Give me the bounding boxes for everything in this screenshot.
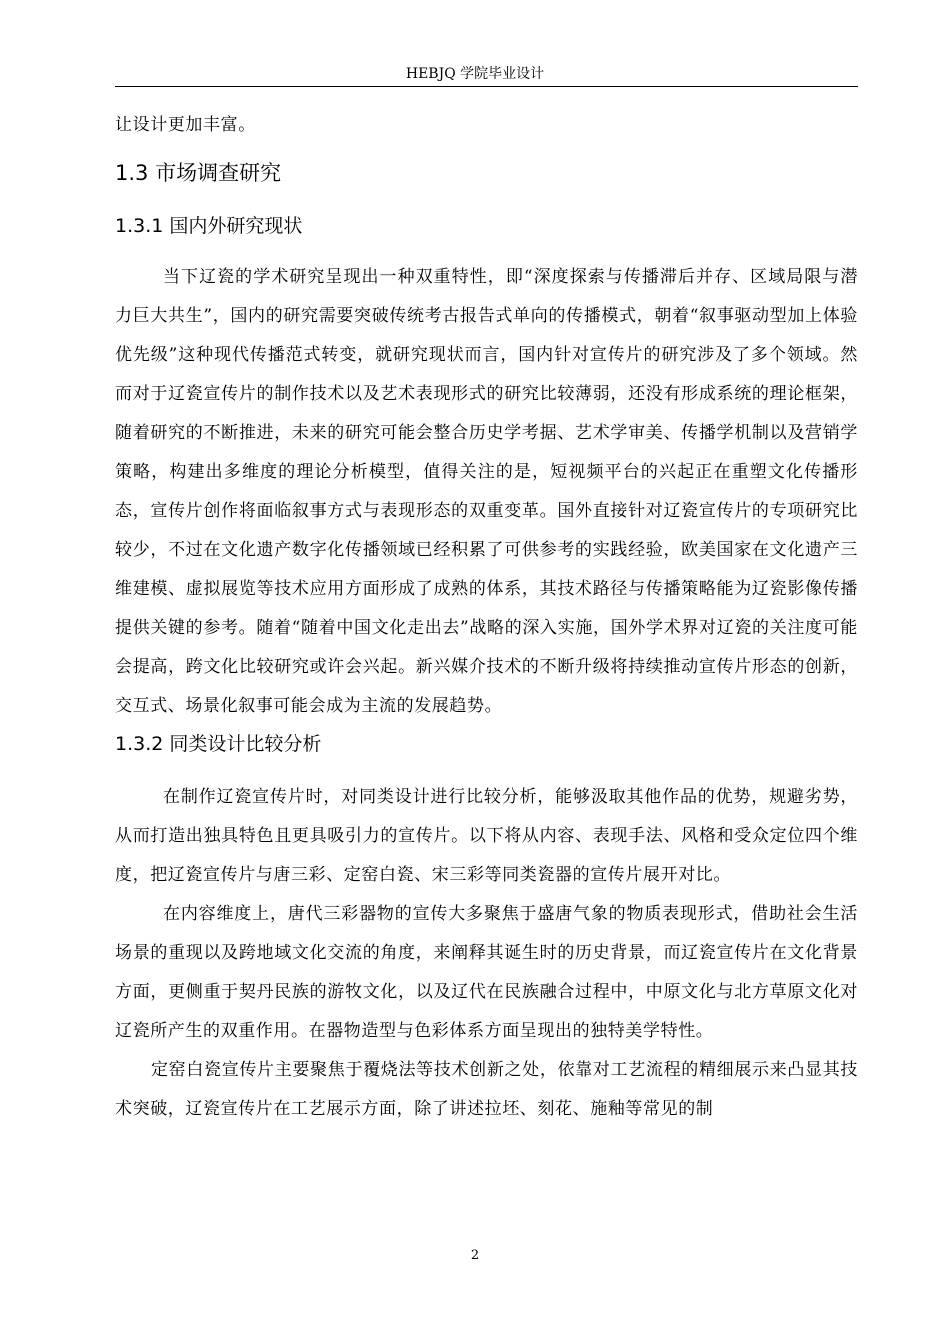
section-heading-1-3-2: 1.3.2 同类设计比较分析: [115, 733, 322, 755]
paragraph-research-status: 当下辽瓷的学术研究呈现出一种双重特性，即“深度探索与传播滞后并存、区域局限与潜力巨大共生”，国内的研究需要突破传统考古报告式单向的传播模式，朝着“叙事驱动型加上体验优先级”这种现代传播范式转变，就研究现状而言，国内针对宣传片的研究涉及了多个领域。然而对于辽瓷宣传片的制作技术以及艺术表现形式的研究比较薄弱，还没有形成系统的理论框架，随着研究的不断推进，未来的研究可能会整合历史学考据、艺术学审美、传播学机制以及营销学策略，构建出多维度的理论分析模型，值得关注的是，短视频平台的兴起正在重塑文化传播形态，宣传片创作将面临叙事方式与表现形态的双重变革。国外直接针对辽瓷宣传片的专项研究比较少，不过在文化遗产数字化传播领域已经积累了可供参考的实践经验，欧美国家在文化遗产三维建模、虚拟展览等技术应用方面形成了成熟的体系，其技术路径与传播策略能为辽瓷影像传播提供关键的参考。随着“随着中国文化走出去”战略的深入实施，国外学术界对辽瓷的关注度可能会提高，跨文化比较研究或许会兴起。新兴媒介技术的不断升级将持续推动宣传片形态的创新，交互式、场景化叙事可能会成为主流的发展趋势。: [115, 267, 858, 716]
page-number: 2: [470, 1248, 480, 1263]
running-header: HEBJQ 学院毕业设计: [405, 66, 545, 82]
section-heading-1-3: 1.3 市场调查研究: [115, 161, 282, 185]
paragraph-ding-kiln: 定窑白瓷宣传片主要聚焦于覆烧法等技术创新之处，依靠对工艺流程的精细展示来凸显其技术突破，辽瓷宣传片在工艺展示方面，除了讲述拉坯、刻花、施釉等常见的制: [115, 1060, 858, 1119]
header-divider: [115, 86, 858, 87]
paragraph-content-dimension: 在内容维度上，唐代三彩器物的宣传大多聚焦于盛唐气象的物质表现形式，借助社会生活场景的重现以及跨地域文化交流的角度，来阐释其诞生时的历史背景，而辽瓷宣传片在文化背景方面，更侧重于契丹民族的游牧文化，以及辽代在民族融合过程中，中原文化与北方草原文化对辽瓷所产生的双重作用。在器物造型与色彩体系方面呈现出的独特美学特性。: [115, 904, 858, 1041]
section-heading-1-3-1: 1.3.1 国内外研究现状: [115, 215, 303, 237]
paragraph-comparison-intro: 在制作辽瓷宣传片时，对同类设计进行比较分析，能够汲取其他作品的优势，规避劣势，从而打造出独具特色且更具吸引力的宣传片。以下将从内容、表现手法、风格和受众定位四个维度，把辽瓷宣传片与唐三彩、定窑白瓷、宋三彩等同类瓷器的宣传片展开对比。: [115, 787, 858, 885]
page-body: [115, 106, 858, 1129]
continuation-text: 让设计更加丰富。: [115, 115, 256, 135]
